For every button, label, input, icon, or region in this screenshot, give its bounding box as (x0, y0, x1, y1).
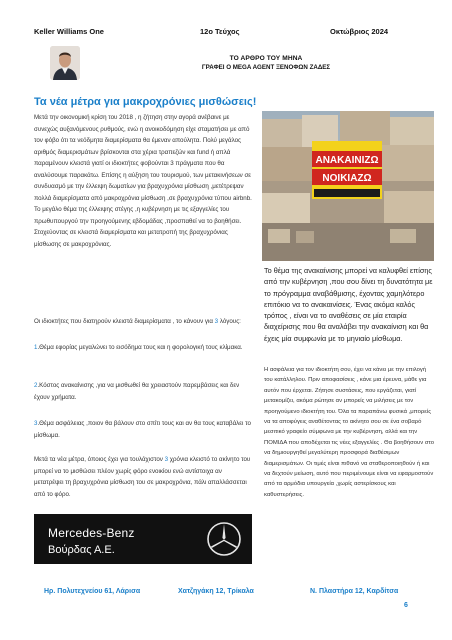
ad-dealer-name: Βούρδας Α.Ε. (48, 544, 115, 556)
footer-address-trikala: Χατζηγάκη 12, Τρίκαλα (178, 588, 254, 595)
mercedes-star-icon (206, 521, 242, 557)
reason-text: .Θέμα εφορίας μεγαλώνει το εισόδημα τους και η φορολογική τους κλίμακα. (37, 344, 243, 351)
paragraph-text: Οι ιδιοκτήτες που διατηρούν κλειστά διαμερίσματα , το κάνουν για (34, 318, 215, 325)
ad-brand-name: Mercedes-Benz (48, 526, 135, 540)
page-header (0, 0, 452, 40)
footer-address-larisa: Ηρ. Πολυτεχνείου 61, Λάρισα (44, 588, 141, 595)
sign-text-renovate: ΑΝΑΚΑΙΝΙΖΩ (315, 155, 379, 166)
page-number: 6 (404, 602, 408, 609)
reason-number: 3 (34, 420, 38, 427)
reason-text: .Κόστος ανακαίνισης ,για να μισθωθεί θα χρειαστούν παρεμβάσεις και δεν έχουν χρήματα. (34, 382, 240, 401)
footer-address-karditsa: Ν. Πλαστήρα 12, Καρδίτσα (310, 588, 399, 595)
reason-number: 2 (34, 382, 38, 389)
reason-item-2 (34, 380, 252, 403)
author-avatar (50, 46, 80, 80)
article-author-line: ΓΡΑΦΕΙ Ο MEGA AGENT ΞΕΝΟΦΩΝ ΖΑΔΕΣ (201, 64, 331, 71)
issue-date: Οκτώβριος 2024 (330, 27, 389, 36)
paragraph-text: χρόνια κλειστό το ακίνητο του μπορεί να το μισθώσει πλέον χωρίς φόρο ενοικίου ενώ αντίστοιχα αν μετατρέψει τη βραχυχρόνια μίσθωση του σε μακροχρόνια, πάλι απαλλάσσεται από το φόρο. (34, 456, 251, 498)
article-heading: Τα νέα μέτρα για μακροχρόνιες μισθώσεις! (34, 96, 257, 108)
reason-number: 1 (34, 344, 38, 351)
paragraph-text: Μετά τα νέα μέτρα, όποιος έχει για τουλάχιστον (34, 456, 165, 463)
publisher-name: Keller Williams One (34, 27, 104, 36)
issue-number: 12ο Τεύχος (200, 27, 240, 36)
article-photo (262, 111, 434, 261)
right-column-lead: Το θέμα της ανακαίνισης μπορεί να καλυφθεί επίσης από την κυβέρνηση ,που σου δίνει τη δυνατότητα με το πρόγραμμα αναβάθμισης, έχοντας χαμηλότερο επιτόκιο να το ανακαινίσεις. Ένας ακόμα καλός τρόπος , είναι να το αναθέσεις σε μία εταιρία διαχείρισης που θα αναλάβει την ανακαίνιση και θα έχεις μία συμφωνία με το μηνιαίο μίσθωμα. (264, 266, 433, 343)
highlight-number: 3 (164, 456, 169, 463)
reason-item-3 (34, 418, 252, 441)
article-paragraph-intro (34, 112, 252, 250)
sign-text-rent: ΝΟΙΚΙΑΖΩ (322, 173, 372, 184)
paragraph-text: Μετά την οικονομική κρίση του 2018 , η ζήτηση στην αγορά ανέβαινε με συνεχώς αυξανόμενους ρυθμούς, ενώ η ανοικοδόμηση είχε σταματήσει με από τον φόβο ότι τα νεόδμητα διαμερίσματα θα έμεναν απούλητα. Πολύ μεγάλος αριθμός διαμερισμάτων βρίσκονται στα χέρια τραπεζών και fund ή απλά παραμένουν κλειστά γιατί οι ιδιοκτήτες φοβούνται 3 πράγματα που θα αναλύσουμε παρακάτω. Επίσης η αύξηση του τουρισμού, των μετακινήσεων σε συνδυασμό με την έλλειψη δωματίων για βραχυχρόνια μίσθωση ,μετέτρεψαν πολλά διαμερίσματα από μακροχρόνια μίσθωση ,σε βραχυχρόνια τύπου airbnb. Το μεγάλο θέμα της έλλειψης στέγης ,η κυβέρνηση με τις εξαγγελίες του πρωθυπουργού την προηγούμενης εβδομάδας ,προσπαθεί να το βοηθήσει. Στοχεύοντας σε κλειστά διαμερίσματα και μετατροπή της βραχυχρόνιας μίσθωσης σε μακροχρόνιας. (34, 114, 252, 248)
reason-item-1 (34, 342, 252, 354)
highlight-number: 3 (214, 318, 219, 325)
sponsor-ad-banner[interactable] (34, 514, 252, 564)
article-paragraph-reasons-intro (34, 316, 252, 328)
paragraph-text: λόγους: (218, 318, 241, 325)
right-column-body: Η ασφάλεια για τον ιδιοκτήτη σου, έχει να κάνει με την επιλογή του κατάλληλου. Πριν αποφασίσεις , κάνε μια έρευνα, μάθε για αυτόν που έρχεται. Ζήτησε συστάσεις, που εργάζεται, γιατί μετακομίζει, ακόμα ρώτησε αν μπορείς να μιλήσεις με τον προηγούμενο ιδιοκτήτη του. Όλα τα παραπάνω φυσικά ,μπορείς να τα αποφύγεις αναθέτοντας το ακίνητο σου σε ένα σοβαρό μεσιτικό γραφείο σύμφωνα με την κυβέρνηση, αλλά και την ΠΟΜΙΔΑ που αποδέχεται τις νέες εξαγγελίες . Θα βοηθήσουν στο να δημιουργηθεί μεγαλύτερη προσφορά διαθέσιμων διαμερισμάτων. Οι τιμές είναι πιθανό να σταθεροποιηθούν ή και να δεχτούν μείωση, αυτό που περιμένουμε είναι να εφαρμοστούν από τα αρμόδια υπουργεία ,χωρίς αστερίσκους και καθυστερήσεις. (264, 367, 434, 498)
reason-text: .Θέμα ασφάλειας ,ποιον θα βάλουν στο σπίτι τους και αν θα τους καταβάλει το μίσθωμα. (34, 420, 251, 439)
article-section-title: ΤΟ ΑΡΘΡΟ ΤΟΥ ΜΗΝΑ (229, 55, 303, 62)
article-paragraph-measures (34, 454, 252, 500)
